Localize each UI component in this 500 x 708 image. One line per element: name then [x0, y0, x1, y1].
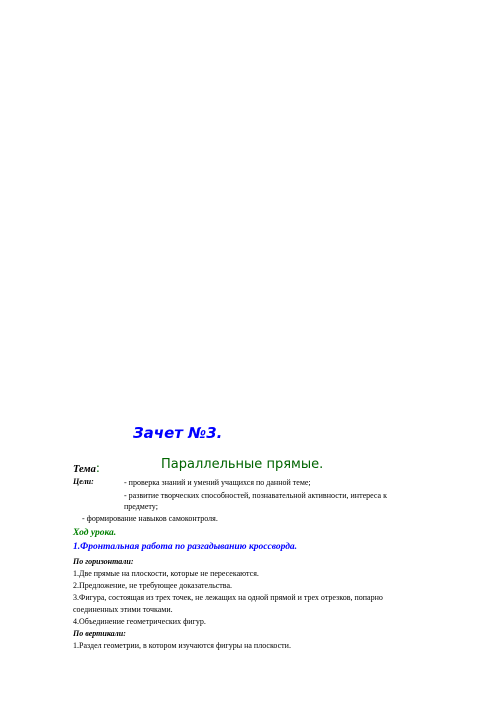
- topic-label: [73, 461, 100, 475]
- horizontal-label: По горизонтали:: [73, 557, 134, 566]
- goal-item: - развитие творческих способностей, познавательной активности, интереса к: [124, 491, 387, 500]
- goal-item: - формирование навыков самоконтроля.: [82, 514, 218, 523]
- page-title: Зачет №3.: [133, 424, 223, 442]
- goal-item: - проверка знаний и умений учащихся по данной теме;: [124, 478, 311, 487]
- goals-label: Цели:: [73, 477, 94, 486]
- vertical-clue: 1.Раздел геометрии, в котором изучаются фигуры на плоскости.: [73, 641, 291, 650]
- section-heading: 1.Фронтальная работа по разгадыванию кроссворда.: [73, 542, 298, 552]
- goal-item-continuation: предмету;: [124, 502, 158, 511]
- topic-colon: :: [95, 461, 100, 475]
- topic-label-text: Тема: [73, 464, 96, 475]
- vertical-label: По вертикали:: [73, 629, 126, 638]
- horizontal-clue: 3.Фигура, состоящая из трех точек, не лежащих на одной прямой и трех отрезков, попарно: [73, 593, 383, 602]
- horizontal-clue: 1.Две прямые на плоскости, которые не пересекаются.: [73, 569, 259, 578]
- horizontal-clue: 4.Объединение геометрических фигур.: [73, 617, 206, 626]
- horizontal-clue-continuation: соединенных этими точками.: [73, 605, 173, 614]
- topic-value: Параллельные прямые.: [161, 457, 324, 472]
- horizontal-clue: 2.Предложение, не требующее доказательства.: [73, 581, 232, 590]
- lesson-progress-heading: Ход урока.: [73, 528, 117, 538]
